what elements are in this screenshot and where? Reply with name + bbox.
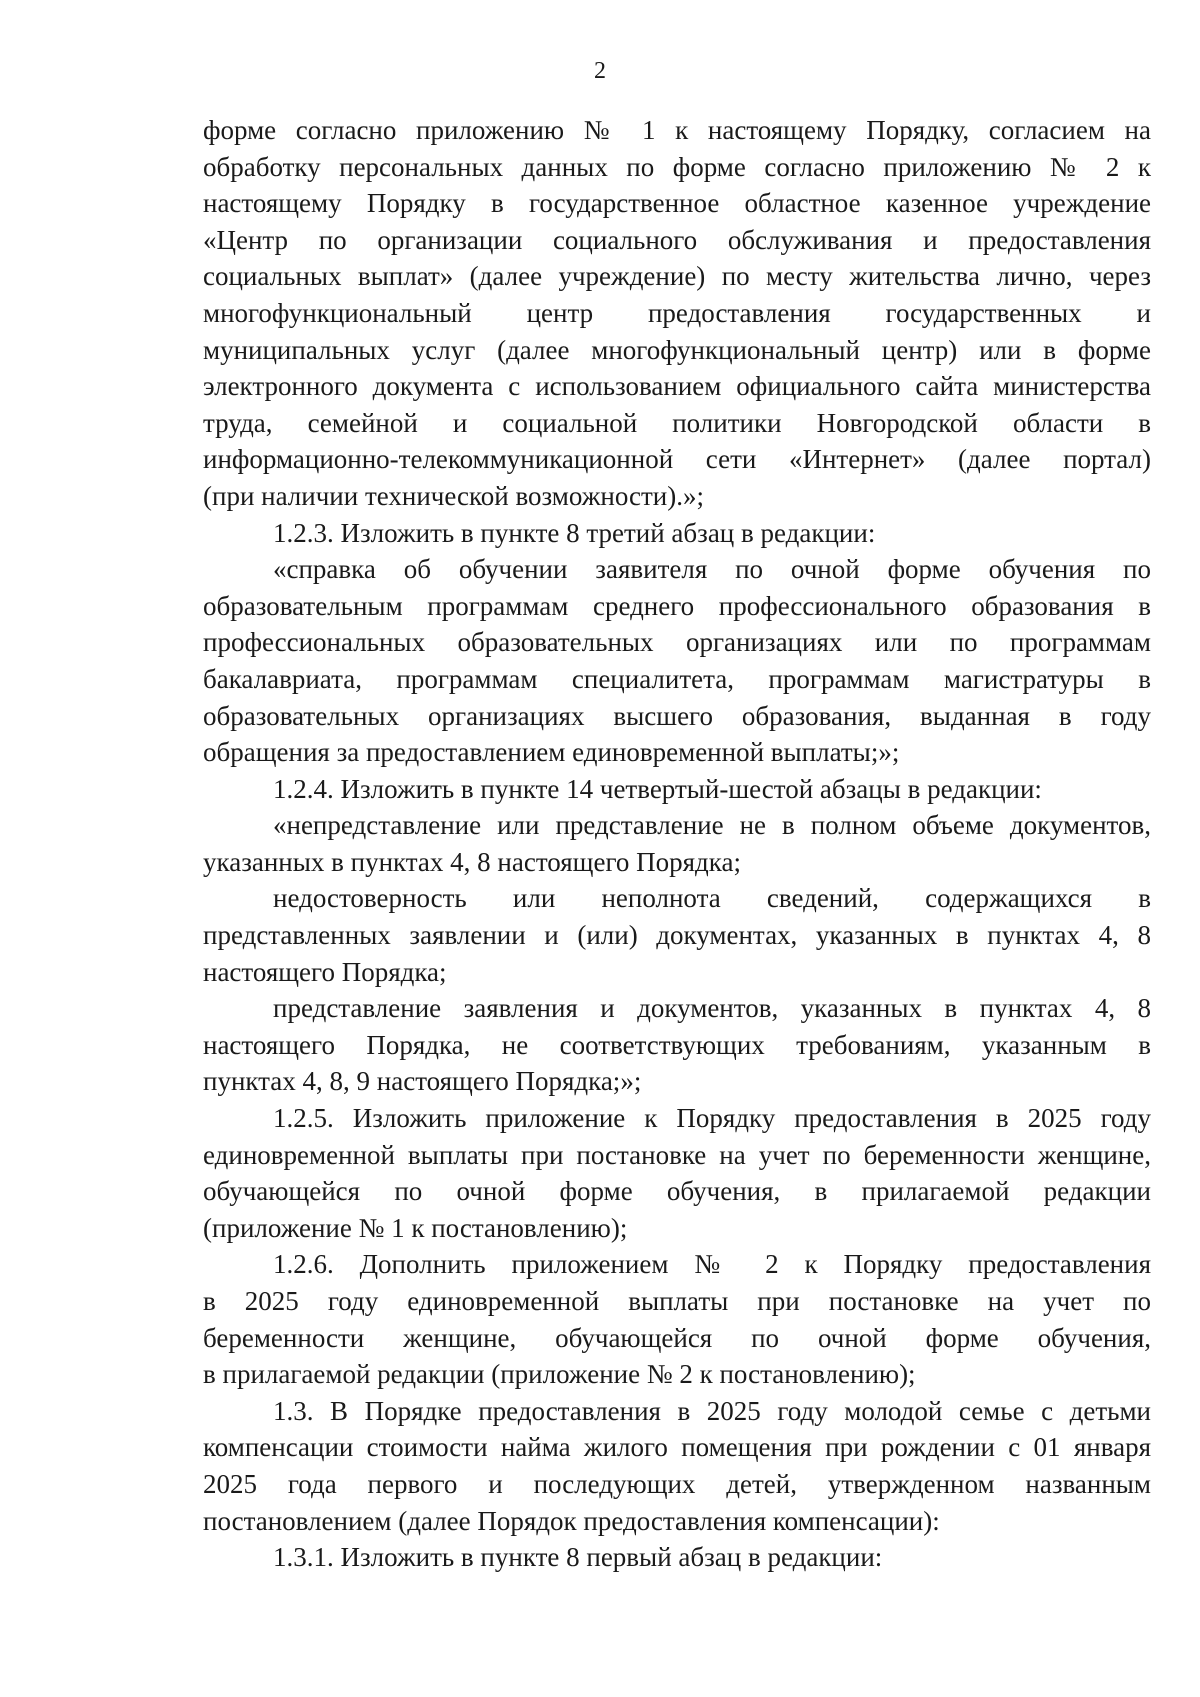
paragraph-line: обработку персональных данных по форме согласно приложению № 2 к [203,151,1151,182]
paragraph [203,771,1151,808]
paragraph-line: представление заявления и документов, указанных в пунктах 4, 8 [273,993,1151,1024]
document-body [203,112,1151,1576]
paragraph [203,515,1151,552]
paragraph-line: указанных в пунктах 4, 8 настоящего Порядка; [203,846,741,877]
paragraph-line: 1.3. В Порядке предоставления в 2025 году молодой семье с детьми [273,1395,1151,1426]
paragraph-line: электронного документа с использованием официального сайта министерства [203,371,1151,402]
paragraph-line: в 2025 году единовременной выплаты при постановке на учет по [203,1286,1151,1316]
paragraph-line: (приложение № 1 к постановлению); [203,1212,628,1243]
paragraph [203,880,1151,990]
paragraph-line: «непредставление или представление не в полном объеме документов, [273,810,1151,841]
paragraph-line: 2025 года первого и последующих детей, утвержденном названным [203,1468,1151,1499]
paragraph [203,1539,1151,1576]
paragraph [203,551,1151,771]
paragraph-line: 1.3.1. Изложить в пункте 8 первый абзац в редакции: [273,1542,883,1573]
paragraph-line: 1.2.6. Дополнить приложением № 2 к Порядку предоставления [273,1249,1151,1280]
paragraph-line: обращения за предоставлением единовременной выплаты;»; [203,737,900,768]
paragraph [203,990,1151,1100]
paragraph [203,807,1151,880]
paragraph-line: труда, семейной и социальной политики Новгородской области в [203,407,1151,438]
paragraph-line: 1.2.5. Изложить приложение к Порядку предоставления в 2025 году [273,1103,1151,1134]
paragraph-line: настоящего Порядка, не соответствующих требованиям, указанным в [203,1029,1151,1060]
paragraph-line: постановлением (далее Порядок предоставления компенсации): [203,1505,940,1536]
paragraph-line: профессиональных образовательных организациях или по программам [203,627,1151,658]
page-number: 2 [594,58,606,84]
paragraph-line: настоящего Порядка; [203,956,447,987]
paragraph [203,1393,1151,1539]
paragraph-line: (при наличии технической возможности).»; [203,480,704,511]
paragraph [203,1246,1151,1392]
paragraph-line: форме согласно приложению № 1 к настоящему Порядку, согласием на [203,115,1151,145]
paragraph-line: компенсации стоимости найма жилого помещения при рождении с 01 января [203,1432,1151,1463]
paragraph-line: многофункциональный центр предоставления государственных и [203,297,1151,328]
paragraph-line: представленных заявлении и (или) документах, указанных в пунктах 4, 8 [203,920,1151,951]
paragraph-line: обучающейся по очной форме обучения, в прилагаемой редакции [203,1176,1151,1207]
paragraph-line: недостоверность или неполнота сведений, содержащихся в [273,883,1151,914]
paragraph-line: образовательным программам среднего профессионального образования в [203,590,1151,621]
paragraph-line: муниципальных услуг (далее многофункциональный центр) или в форме [203,334,1151,365]
paragraph-line: единовременной выплаты при постановке на учет по беременности женщине, [203,1139,1151,1170]
paragraph-line: «Центр по организации социального обслуживания и предоставления [203,224,1151,255]
paragraph-line: беременности женщине, обучающейся по очной форме обучения, [203,1322,1151,1353]
paragraph-line: бакалавриата, программам специалитета, программам магистратуры в [203,663,1151,694]
paragraph-line: пунктах 4, 8, 9 настоящего Порядка;»; [203,1066,642,1097]
paragraph [203,1100,1151,1246]
paragraph-line: настоящему Порядку в государственное областное казенное учреждение [203,188,1151,219]
paragraph-line: 1.2.4. Изложить в пункте 14 четвертый-шестой абзацы в редакции: [273,773,1042,804]
paragraph-line: социальных выплат» (далее учреждение) по месту жительства лично, через [203,261,1151,292]
paragraph-line: «справка об обучении заявителя по очной форме обучения по [273,554,1151,585]
paragraph-line: образовательных организациях высшего образования, выданная в году [203,700,1151,731]
paragraph [203,112,1151,515]
paragraph-line: в прилагаемой редакции (приложение № 2 к постановлению); [203,1359,916,1390]
paragraph-line: 1.2.3. Изложить в пункте 8 третий абзац в редакции: [273,517,876,548]
paragraph-line: информационно-телекоммуникационной сети «Интернет» (далее портал) [203,444,1151,475]
